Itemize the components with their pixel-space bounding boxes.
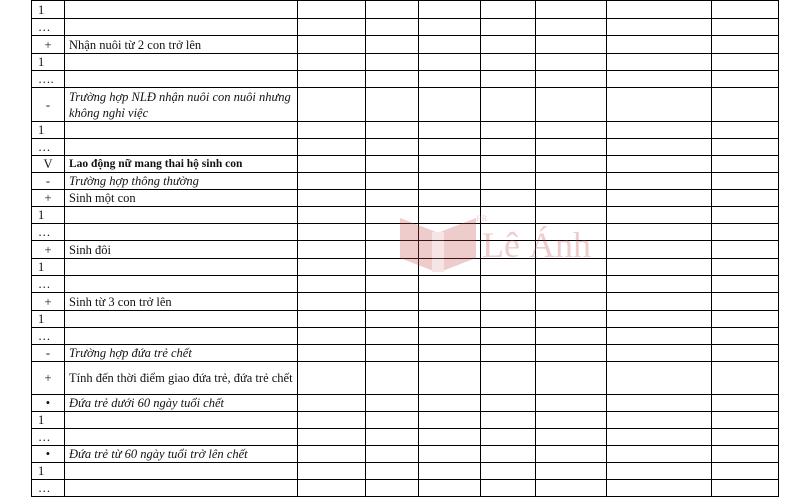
- row-number-cell: 1: [32, 122, 65, 139]
- row-number-cell: …: [32, 328, 65, 345]
- empty-value-cell: [366, 276, 419, 293]
- empty-value-cell: [366, 259, 419, 276]
- empty-value-cell: [536, 122, 607, 139]
- empty-value-cell: [366, 139, 419, 156]
- row-number-cell: ….: [32, 71, 65, 88]
- row-number-cell: +: [32, 36, 65, 54]
- table-row: [32, 1, 779, 19]
- empty-value-cell: [419, 241, 481, 259]
- table-row: [32, 293, 779, 311]
- table-row: [32, 224, 779, 241]
- empty-value-cell: [712, 463, 779, 480]
- row-number-cell: 1: [32, 1, 65, 19]
- empty-value-cell: [481, 362, 536, 395]
- empty-value-cell: [712, 173, 779, 190]
- empty-value-cell: [366, 88, 419, 122]
- empty-value-cell: [607, 345, 712, 362]
- table-row: [32, 311, 779, 328]
- row-description-cell: [65, 54, 298, 71]
- empty-value-cell: [536, 207, 607, 224]
- empty-value-cell: [712, 480, 779, 497]
- empty-value-cell: [298, 122, 366, 139]
- empty-value-cell: [536, 139, 607, 156]
- empty-value-cell: [607, 54, 712, 71]
- row-description-cell: [65, 71, 298, 88]
- empty-value-cell: [366, 241, 419, 259]
- table-row: [32, 156, 779, 173]
- empty-value-cell: [607, 241, 712, 259]
- row-number-cell: 1: [32, 207, 65, 224]
- table-row: [32, 328, 779, 345]
- empty-value-cell: [481, 412, 536, 429]
- table-row: [32, 463, 779, 480]
- empty-value-cell: [298, 156, 366, 173]
- row-description-cell: Đứa trẻ dưới 60 ngày tuổi chết: [65, 395, 298, 412]
- empty-value-cell: [366, 224, 419, 241]
- empty-value-cell: [481, 19, 536, 36]
- empty-value-cell: [536, 362, 607, 395]
- empty-value-cell: [366, 71, 419, 88]
- empty-value-cell: [536, 88, 607, 122]
- empty-value-cell: [366, 429, 419, 446]
- empty-value-cell: [366, 173, 419, 190]
- empty-value-cell: [536, 54, 607, 71]
- empty-value-cell: [607, 328, 712, 345]
- empty-value-cell: [366, 463, 419, 480]
- row-description-cell: Trường hợp thông thường: [65, 173, 298, 190]
- table-row: [32, 190, 779, 207]
- empty-value-cell: [419, 156, 481, 173]
- empty-value-cell: [607, 207, 712, 224]
- empty-value-cell: [366, 311, 419, 328]
- empty-value-cell: [607, 395, 712, 412]
- watermark-sup: HR: [476, 214, 488, 223]
- empty-value-cell: [481, 446, 536, 463]
- empty-value-cell: [607, 429, 712, 446]
- row-description-cell: [65, 311, 298, 328]
- empty-value-cell: [298, 190, 366, 207]
- empty-value-cell: [536, 293, 607, 311]
- empty-value-cell: [712, 122, 779, 139]
- row-number-cell: -: [32, 88, 65, 122]
- empty-value-cell: [366, 156, 419, 173]
- empty-value-cell: [481, 190, 536, 207]
- empty-value-cell: [607, 71, 712, 88]
- empty-value-cell: [712, 395, 779, 412]
- empty-value-cell: [481, 429, 536, 446]
- empty-value-cell: [298, 293, 366, 311]
- table-row: [32, 345, 779, 362]
- row-description-cell: Sinh đôi: [65, 241, 298, 259]
- row-number-cell: …: [32, 19, 65, 36]
- row-description-cell: Sinh từ 3 con trở lên: [65, 293, 298, 311]
- row-number-cell: V: [32, 156, 65, 173]
- empty-value-cell: [366, 345, 419, 362]
- empty-value-cell: [298, 54, 366, 71]
- empty-value-cell: [536, 480, 607, 497]
- table-row: [32, 480, 779, 497]
- empty-value-cell: [366, 1, 419, 19]
- empty-value-cell: [607, 156, 712, 173]
- empty-value-cell: [298, 19, 366, 36]
- row-number-cell: +: [32, 190, 65, 207]
- empty-value-cell: [419, 88, 481, 122]
- row-description-cell: Trường hợp NLĐ nhận nuôi con nuôi nhưng không nghỉ việc: [65, 88, 298, 122]
- empty-value-cell: [298, 241, 366, 259]
- empty-value-cell: [712, 224, 779, 241]
- empty-value-cell: [298, 412, 366, 429]
- empty-value-cell: [419, 412, 481, 429]
- empty-value-cell: [712, 190, 779, 207]
- empty-value-cell: [298, 395, 366, 412]
- empty-value-cell: [419, 36, 481, 54]
- empty-value-cell: [536, 71, 607, 88]
- row-number-cell: -: [32, 345, 65, 362]
- empty-value-cell: [366, 190, 419, 207]
- row-number-cell: 1: [32, 311, 65, 328]
- empty-value-cell: [481, 71, 536, 88]
- empty-value-cell: [481, 395, 536, 412]
- table-row: [32, 429, 779, 446]
- row-number-cell: •: [32, 395, 65, 412]
- empty-value-cell: [712, 139, 779, 156]
- empty-value-cell: [419, 446, 481, 463]
- empty-value-cell: [481, 293, 536, 311]
- empty-value-cell: [298, 173, 366, 190]
- empty-value-cell: [607, 36, 712, 54]
- empty-value-cell: [712, 88, 779, 122]
- empty-value-cell: [298, 463, 366, 480]
- empty-value-cell: [366, 122, 419, 139]
- empty-value-cell: [298, 446, 366, 463]
- empty-value-cell: [607, 293, 712, 311]
- table-row: [32, 54, 779, 71]
- empty-value-cell: [419, 429, 481, 446]
- empty-value-cell: [298, 345, 366, 362]
- row-description-cell: Tính đến thời điểm giao đứa trẻ, đứa trẻ chết: [65, 362, 298, 395]
- empty-value-cell: [536, 395, 607, 412]
- empty-value-cell: [481, 122, 536, 139]
- empty-value-cell: [607, 311, 712, 328]
- row-description-cell: [65, 224, 298, 241]
- row-description-cell: [65, 429, 298, 446]
- empty-value-cell: [298, 362, 366, 395]
- empty-value-cell: [712, 241, 779, 259]
- empty-value-cell: [419, 362, 481, 395]
- empty-value-cell: [536, 446, 607, 463]
- empty-value-cell: [366, 328, 419, 345]
- empty-value-cell: [712, 54, 779, 71]
- empty-value-cell: [607, 190, 712, 207]
- empty-value-cell: [481, 311, 536, 328]
- empty-value-cell: [607, 412, 712, 429]
- empty-value-cell: [712, 276, 779, 293]
- empty-value-cell: [536, 224, 607, 241]
- empty-value-cell: [712, 19, 779, 36]
- empty-value-cell: [481, 207, 536, 224]
- empty-value-cell: [419, 259, 481, 276]
- empty-value-cell: [536, 276, 607, 293]
- empty-value-cell: [536, 311, 607, 328]
- empty-value-cell: [481, 36, 536, 54]
- empty-value-cell: [536, 173, 607, 190]
- empty-value-cell: [712, 362, 779, 395]
- empty-value-cell: [481, 224, 536, 241]
- table-row: [32, 71, 779, 88]
- empty-value-cell: [298, 224, 366, 241]
- empty-value-cell: [298, 276, 366, 293]
- table-row: [32, 259, 779, 276]
- empty-value-cell: [419, 224, 481, 241]
- row-description-cell: [65, 276, 298, 293]
- empty-value-cell: [712, 412, 779, 429]
- empty-value-cell: [712, 293, 779, 311]
- empty-value-cell: [536, 345, 607, 362]
- empty-value-cell: [536, 156, 607, 173]
- empty-value-cell: [419, 54, 481, 71]
- empty-value-cell: [607, 276, 712, 293]
- empty-value-cell: [712, 156, 779, 173]
- row-number-cell: +: [32, 241, 65, 259]
- empty-value-cell: [419, 139, 481, 156]
- row-number-cell: 1: [32, 54, 65, 71]
- empty-value-cell: [607, 480, 712, 497]
- empty-value-cell: [419, 463, 481, 480]
- empty-value-cell: [481, 345, 536, 362]
- empty-value-cell: [366, 412, 419, 429]
- empty-value-cell: [298, 139, 366, 156]
- empty-value-cell: [298, 71, 366, 88]
- table-body: [32, 1, 779, 497]
- table-row: [32, 276, 779, 293]
- empty-value-cell: [536, 1, 607, 19]
- empty-value-cell: [712, 71, 779, 88]
- empty-value-cell: [481, 173, 536, 190]
- empty-value-cell: [536, 429, 607, 446]
- row-description-cell: [65, 207, 298, 224]
- empty-value-cell: [536, 412, 607, 429]
- row-number-cell: 1: [32, 412, 65, 429]
- empty-value-cell: [366, 36, 419, 54]
- empty-value-cell: [366, 480, 419, 497]
- empty-value-cell: [536, 259, 607, 276]
- row-description-cell: [65, 328, 298, 345]
- empty-value-cell: [481, 54, 536, 71]
- row-description-cell: [65, 412, 298, 429]
- empty-value-cell: [298, 1, 366, 19]
- empty-value-cell: [481, 241, 536, 259]
- empty-value-cell: [481, 463, 536, 480]
- empty-value-cell: [607, 1, 712, 19]
- empty-value-cell: [712, 429, 779, 446]
- empty-value-cell: [536, 328, 607, 345]
- row-description-cell: Sinh một con: [65, 190, 298, 207]
- empty-value-cell: [536, 190, 607, 207]
- empty-value-cell: [607, 19, 712, 36]
- empty-value-cell: [712, 311, 779, 328]
- row-description-cell: Trường hợp đứa trẻ chết: [65, 345, 298, 362]
- empty-value-cell: [298, 429, 366, 446]
- empty-value-cell: [481, 139, 536, 156]
- empty-value-cell: [419, 480, 481, 497]
- empty-value-cell: [366, 395, 419, 412]
- empty-value-cell: [298, 88, 366, 122]
- row-number-cell: •: [32, 446, 65, 463]
- empty-value-cell: [607, 139, 712, 156]
- empty-value-cell: [366, 293, 419, 311]
- empty-value-cell: [366, 54, 419, 71]
- table-row: [32, 446, 779, 463]
- empty-value-cell: [298, 311, 366, 328]
- empty-value-cell: [419, 328, 481, 345]
- empty-value-cell: [536, 463, 607, 480]
- empty-value-cell: [481, 259, 536, 276]
- row-description-cell: Nhận nuôi từ 2 con trở lên: [65, 36, 298, 54]
- benefit-table: [31, 0, 779, 497]
- row-number-cell: -: [32, 173, 65, 190]
- empty-value-cell: [712, 1, 779, 19]
- empty-value-cell: [419, 122, 481, 139]
- empty-value-cell: [712, 446, 779, 463]
- row-number-cell: …: [32, 429, 65, 446]
- empty-value-cell: [366, 446, 419, 463]
- row-description-cell: [65, 139, 298, 156]
- table-row: [32, 173, 779, 190]
- table-row: [32, 139, 779, 156]
- row-number-cell: +: [32, 293, 65, 311]
- empty-value-cell: [481, 328, 536, 345]
- empty-value-cell: [298, 328, 366, 345]
- empty-value-cell: [607, 122, 712, 139]
- empty-value-cell: [712, 36, 779, 54]
- empty-value-cell: [712, 259, 779, 276]
- empty-value-cell: [607, 463, 712, 480]
- watermark-text: Lê Ánh: [482, 225, 591, 265]
- row-number-cell: …: [32, 480, 65, 497]
- empty-value-cell: [419, 71, 481, 88]
- empty-value-cell: [419, 207, 481, 224]
- empty-value-cell: [481, 156, 536, 173]
- empty-value-cell: [419, 345, 481, 362]
- table-row: [32, 122, 779, 139]
- row-description-cell: Lao động nữ mang thai hộ sinh con: [65, 156, 298, 173]
- empty-value-cell: [481, 1, 536, 19]
- empty-value-cell: [481, 276, 536, 293]
- empty-value-cell: [607, 259, 712, 276]
- empty-value-cell: [419, 1, 481, 19]
- empty-value-cell: [607, 362, 712, 395]
- empty-value-cell: [298, 480, 366, 497]
- row-number-cell: 1: [32, 463, 65, 480]
- empty-value-cell: [607, 446, 712, 463]
- empty-value-cell: [481, 88, 536, 122]
- empty-value-cell: [536, 36, 607, 54]
- empty-value-cell: [419, 293, 481, 311]
- empty-value-cell: [712, 207, 779, 224]
- empty-value-cell: [419, 190, 481, 207]
- empty-value-cell: [712, 345, 779, 362]
- row-description-cell: [65, 122, 298, 139]
- empty-value-cell: [366, 362, 419, 395]
- row-number-cell: …: [32, 276, 65, 293]
- empty-value-cell: [298, 36, 366, 54]
- empty-value-cell: [298, 207, 366, 224]
- table-row: [32, 395, 779, 412]
- empty-value-cell: [419, 19, 481, 36]
- table-row: [32, 412, 779, 429]
- row-description-cell: [65, 480, 298, 497]
- row-number-cell: 1: [32, 259, 65, 276]
- table-row: [32, 207, 779, 224]
- empty-value-cell: [419, 311, 481, 328]
- table-row: [32, 88, 779, 122]
- empty-value-cell: [419, 276, 481, 293]
- row-number-cell: …: [32, 224, 65, 241]
- empty-value-cell: [607, 173, 712, 190]
- row-description-cell: Đứa trẻ từ 60 ngày tuổi trở lên chết: [65, 446, 298, 463]
- empty-value-cell: [366, 19, 419, 36]
- empty-value-cell: [419, 173, 481, 190]
- row-description-cell: [65, 259, 298, 276]
- empty-value-cell: [536, 241, 607, 259]
- empty-value-cell: [607, 224, 712, 241]
- row-description-cell: [65, 19, 298, 36]
- table-row: [32, 19, 779, 36]
- row-description-cell: [65, 1, 298, 19]
- empty-value-cell: [536, 19, 607, 36]
- empty-value-cell: [419, 395, 481, 412]
- table-row: [32, 362, 779, 395]
- empty-value-cell: [366, 207, 419, 224]
- empty-value-cell: [481, 480, 536, 497]
- empty-value-cell: [607, 88, 712, 122]
- row-number-cell: +: [32, 362, 65, 395]
- empty-value-cell: [712, 328, 779, 345]
- row-description-cell: [65, 463, 298, 480]
- table-row: [32, 241, 779, 259]
- row-number-cell: …: [32, 139, 65, 156]
- empty-value-cell: [298, 259, 366, 276]
- table-row: [32, 36, 779, 54]
